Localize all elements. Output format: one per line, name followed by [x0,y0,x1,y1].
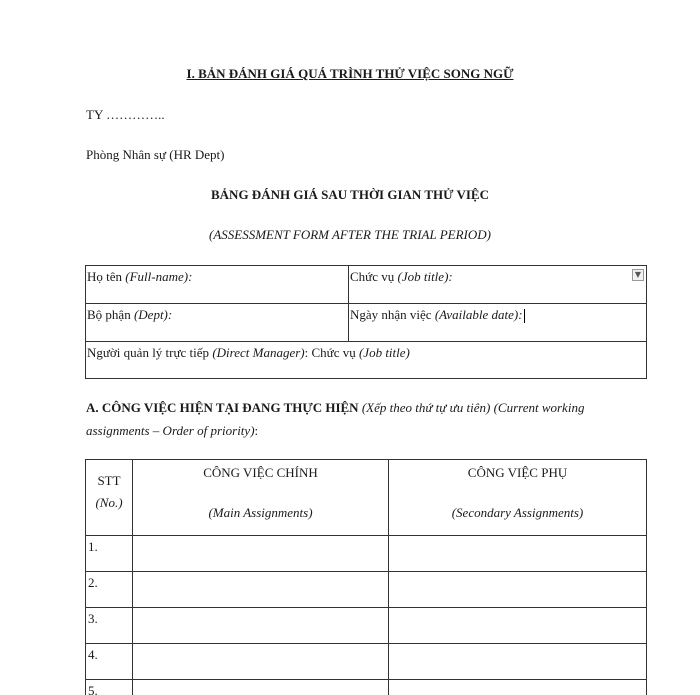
row-number: 5. [86,680,133,695]
available-date-label: Ngày nhận việc [350,307,435,322]
jobtitle-label: Chức vụ [350,269,398,284]
company-line: TY ………….. [86,107,165,122]
main-assignment-cell[interactable] [133,572,389,608]
main-header-en: (Main Assignments) [208,505,313,520]
stt-header [86,460,133,536]
document-title: I. BẢN ĐÁNH GIÁ QUÁ TRÌNH THỬ VIỆC SONG NGỮ [186,66,514,81]
main-assignments-header [133,460,389,536]
jobtitle-label-en: (Job title): [397,269,453,284]
section-a-title: A. CÔNG VIỆC HIỆN TẠI ĐANG THỰC HIỆN [86,400,359,415]
manager-label-en: (Direct Manager) [212,345,305,360]
main-header-vi: CÔNG VIỆC CHÍNH [203,465,318,480]
main-assignment-cell[interactable] [133,608,389,644]
assignments-table [85,459,647,695]
fullname-cell[interactable] [86,266,349,304]
form-title: BẢNG ĐÁNH GIÁ SAU THỜI GIAN THỬ VIỆC [211,187,489,202]
table-row [86,536,647,572]
dropdown-arrow-icon[interactable]: ▼ [632,269,644,281]
secondary-header-vi: CÔNG VIỆC PHỤ [467,465,568,480]
row-number: 2. [86,572,133,608]
dept-label: Bộ phận [87,307,134,322]
manager-label: Người quản lý trực tiếp [87,345,213,360]
table-row [86,608,647,644]
main-assignment-cell[interactable] [133,536,389,572]
stt-header-en: (No.) [95,495,123,510]
dept-cell[interactable] [86,304,349,342]
main-assignment-cell[interactable] [133,644,389,680]
secondary-assignments-header [389,460,647,536]
row-number: 4. [86,644,133,680]
fullname-label-en: (Full-name): [125,269,193,284]
section-a-colon: : [254,423,259,438]
jobtitle-cell[interactable] [349,266,647,304]
available-date-cell[interactable] [349,304,647,342]
section-a-order-en: (Current working assignments – Order of priority) [86,400,585,438]
text-cursor [524,309,525,323]
secondary-assignment-cell[interactable] [389,644,647,680]
manager-separator: : Chức vụ [304,345,359,360]
section-a-order-vi: (Xếp theo thứ tự ưu tiên) [358,400,491,415]
table-row [86,572,647,608]
secondary-assignment-cell[interactable] [389,572,647,608]
table-row [86,680,647,695]
employee-info-table [85,265,647,379]
secondary-header-en: (Secondary Assignments) [451,505,584,520]
manager-title-label-en: (Job title) [358,345,410,360]
table-row [86,644,647,680]
hr-dept-line: Phòng Nhân sự (HR Dept) [86,147,225,162]
secondary-assignment-cell[interactable] [389,608,647,644]
fullname-label: Họ tên [87,269,126,284]
row-number: 3. [86,608,133,644]
secondary-assignment-cell[interactable] [389,536,647,572]
available-date-label-en: (Available date): [434,307,523,322]
manager-cell[interactable] [86,342,647,379]
section-a-heading [86,396,626,442]
form-subtitle: (ASSESSMENT FORM AFTER THE TRIAL PERIOD) [208,227,491,242]
stt-header-vi: STT [97,473,121,488]
dept-label-en: (Dept): [133,307,173,322]
row-number: 1. [86,536,133,572]
secondary-assignment-cell[interactable] [389,680,647,695]
main-assignment-cell[interactable] [133,680,389,695]
